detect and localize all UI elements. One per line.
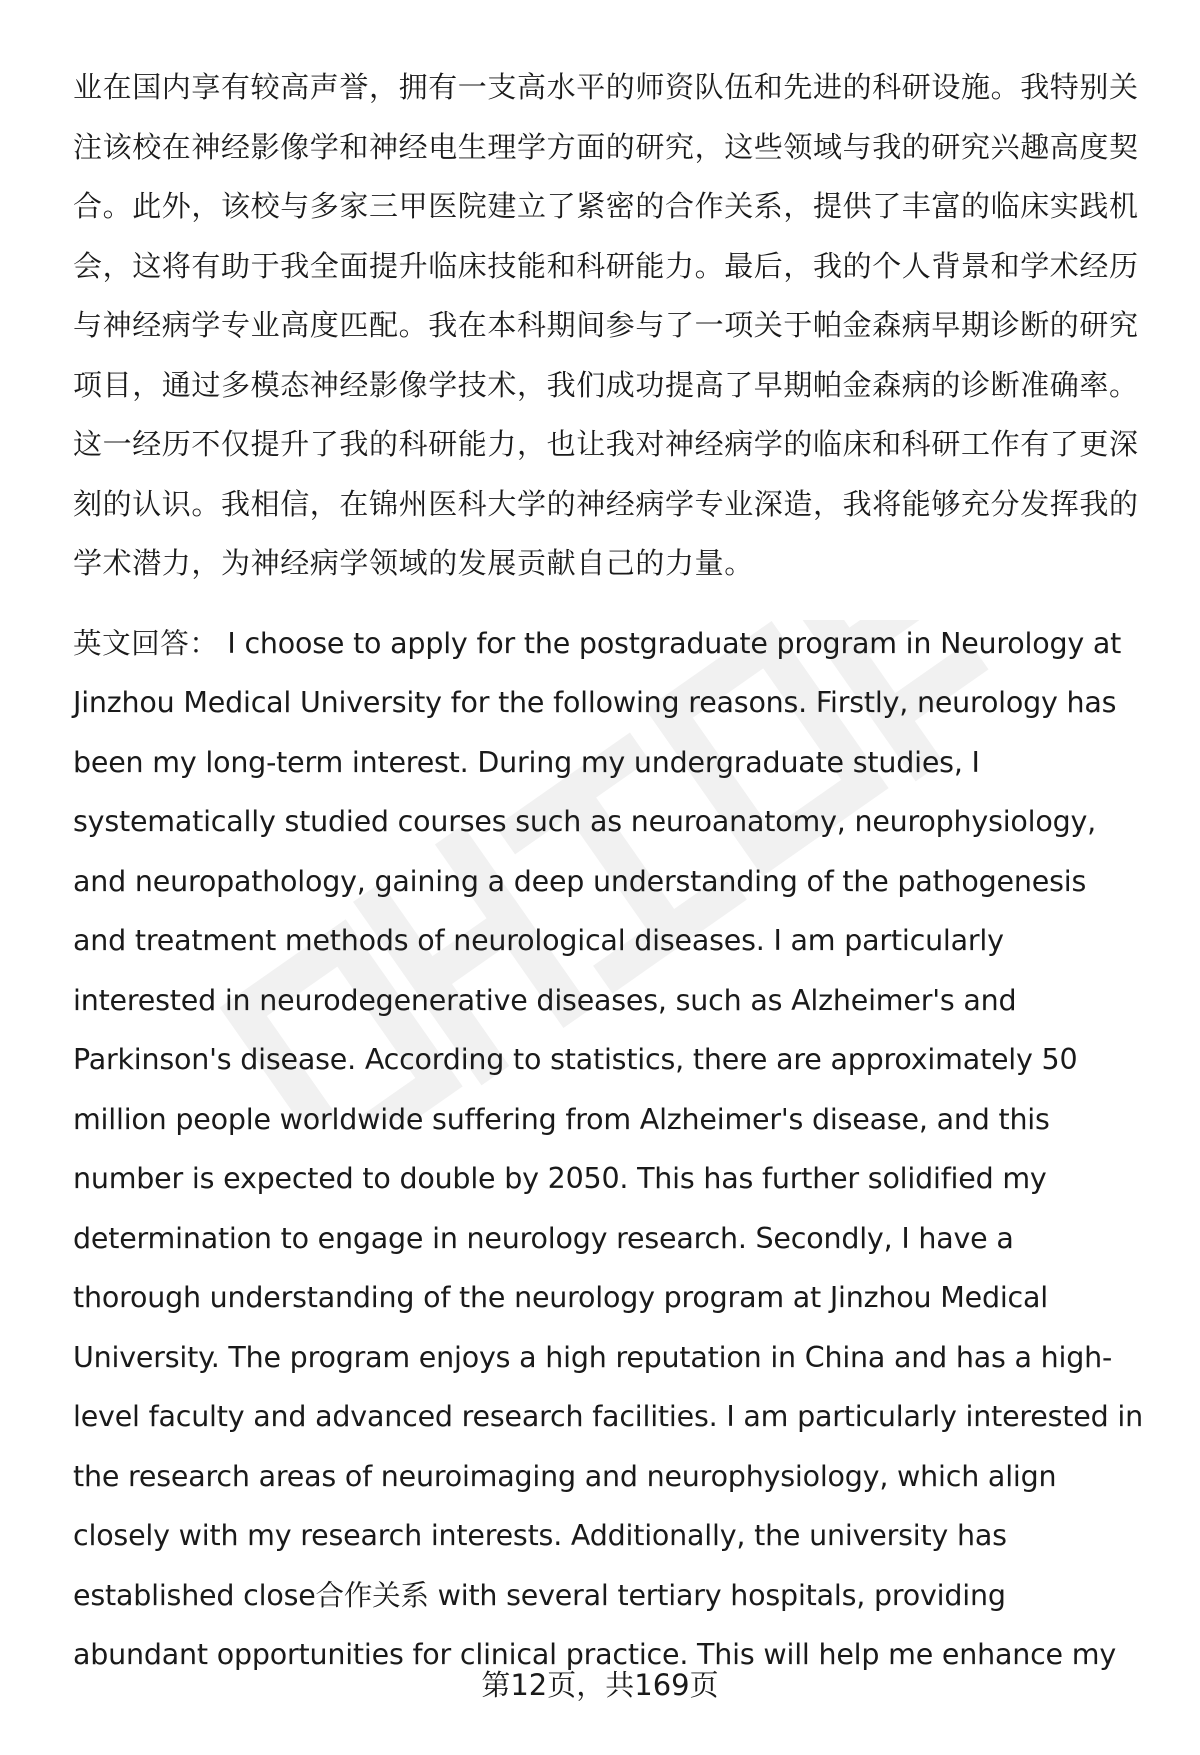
text-line: and neuropathology, gaining a deep understanding of the pathogenesis — [73, 864, 1087, 898]
text-line: Jinzhou Medical University for the following reasons. Firstly, neurology has — [73, 686, 1117, 719]
text-line: 合。此外，该校与多家三甲医院建立了紧密的合作关系，提供了丰富的临床实践机 — [73, 189, 1139, 223]
text-line: 刻的认识。我相信，在锦州医科大学的神经病学专业深造，我将能够充分发挥我的 — [73, 486, 1139, 521]
text-line: 项目，通过多模态神经影像学技术，我们成功提高了早期帕金森病的诊断准确率。 — [73, 367, 1139, 402]
text-line: Parkinson's disease. According to statistics, there are approximately 50 — [73, 1043, 1078, 1076]
text-line: 业在国内享有较高声誉，拥有一支高水平的师资队伍和先进的科研设施。我特别关 — [73, 70, 1139, 104]
text-line: been my long-term interest. During my undergraduate studies, I — [73, 745, 980, 779]
text-line: abundant opportunities for clinical practice. This will help me enhance my — [73, 1638, 1116, 1671]
text-line: systematically studied courses such as neuroanatomy, neurophysiology, — [73, 805, 1097, 838]
text-line: level faculty and advanced research facilities. I am particularly interested in — [73, 1400, 1143, 1433]
text-line: closely with my research interests. Additionally, the university has — [73, 1519, 1007, 1552]
text-line: and treatment methods of neurological diseases. I am particularly — [73, 924, 1004, 957]
page-number-footer: 第12页，共169页 — [481, 1668, 719, 1702]
text-line — [73, 614, 1143, 674]
english-answer-paragraph — [73, 614, 1143, 1685]
text-line-content: I choose to apply for the postgraduate program in Neurology at — [218, 626, 1122, 660]
chinese-answer-paragraph — [73, 58, 1143, 594]
text-line: number is expected to double by 2050. This has further solidified my — [73, 1162, 1047, 1195]
text-line: established close合作关系 with several tertiary hospitals, providing — [73, 1578, 1006, 1612]
text-line: University. The program enjoys a high reputation in China and has a high- — [73, 1340, 1113, 1374]
text-line: thorough understanding of the neurology program at Jinzhou Medical — [73, 1281, 1049, 1314]
text-line: 注该校在神经影像学和神经电生理学方面的研究，这些领域与我的研究兴趣高度契 — [73, 129, 1139, 164]
english-answer-label: 英文回答： — [73, 626, 219, 660]
text-line: 这一经历不仅提升了我的科研能力，也让我对神经病学的临床和科研工作有了更深 — [73, 427, 1139, 461]
text-line: 会，这将有助于我全面提升临床技能和科研能力。最后，我的个人背景和学术经历 — [73, 248, 1139, 283]
text-line: 学术潜力，为神经病学领域的发展贡献自己的力量。 — [73, 546, 754, 580]
paragraph-spacer — [73, 594, 1143, 614]
text-line: million people worldwide suffering from Alzheimer's disease, and this — [73, 1102, 1050, 1136]
text-line: determination to engage in neurology research. Secondly, I have a — [73, 1221, 1014, 1255]
text-line: 与神经病学专业高度匹配。我在本科期间参与了一项关于帕金森病早期诊断的研究 — [73, 308, 1139, 342]
text-line: interested in neurodegenerative diseases, such as Alzheimer's and — [73, 983, 1017, 1017]
text-line: the research areas of neuroimaging and neurophysiology, which align — [73, 1459, 1057, 1493]
document-body — [73, 58, 1143, 1685]
